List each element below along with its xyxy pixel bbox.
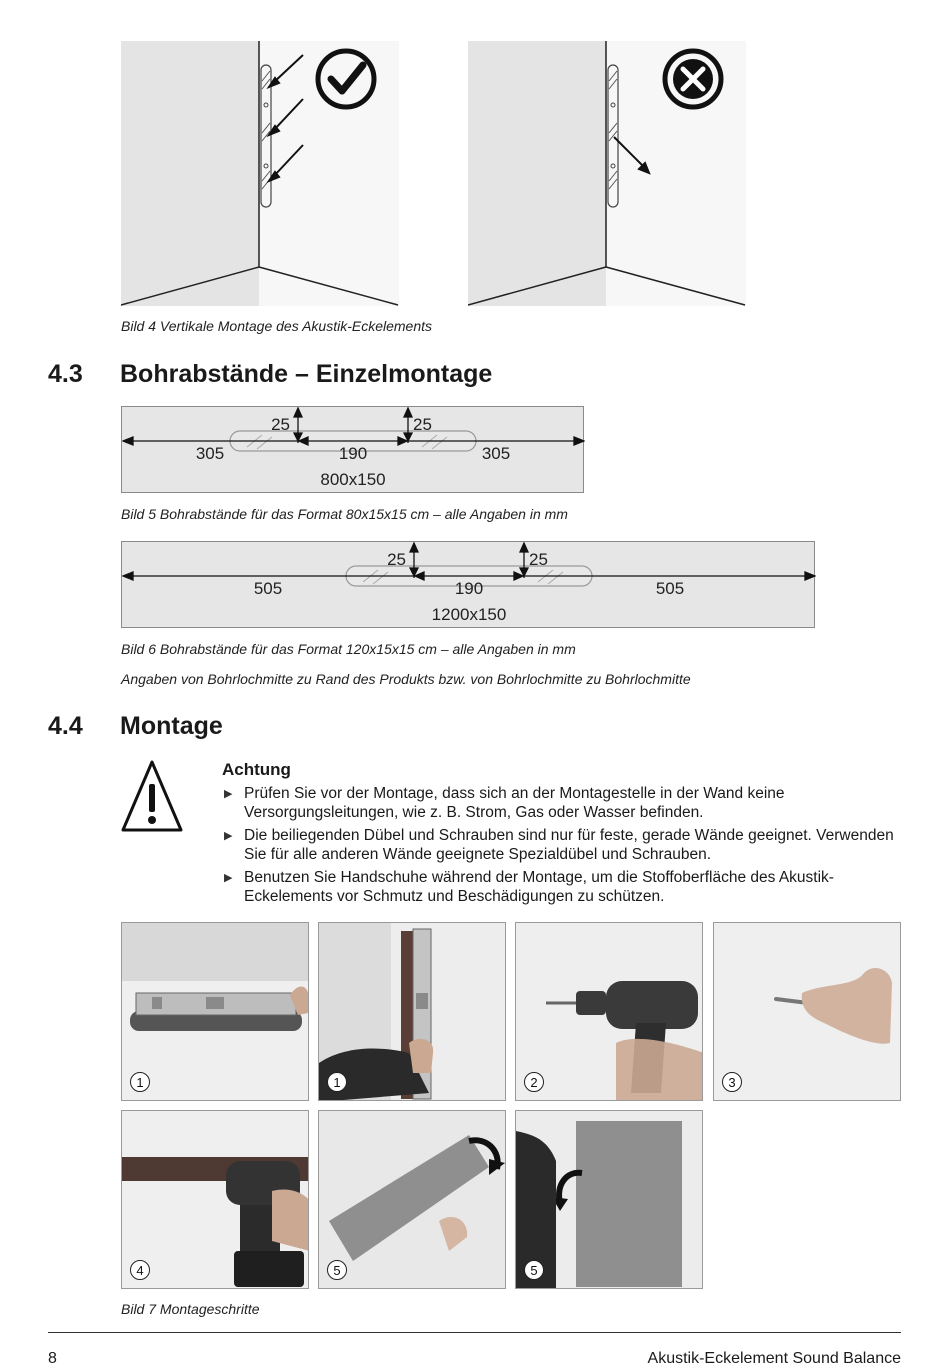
figure7-caption: Bild 7 Montageschritte bbox=[121, 1301, 260, 1317]
section-title: Bohrabstände – Einzelmontage bbox=[120, 360, 493, 388]
dim-edge-right: 505 bbox=[655, 579, 685, 598]
step-photo-attach-panel bbox=[318, 1110, 506, 1289]
dim-offset-right: 25 bbox=[413, 415, 432, 434]
step-badge: 3 bbox=[722, 1072, 742, 1092]
step-badge: 5 bbox=[327, 1260, 347, 1280]
figure5-drilling-diagram bbox=[121, 406, 584, 493]
step-photo-drilling bbox=[515, 922, 703, 1101]
warning-item bbox=[222, 826, 902, 864]
dim-edge-left: 505 bbox=[253, 579, 283, 598]
figure5-caption: Bild 5 Bohrabstände für das Format 80x15x15 cm – alle Angaben in mm bbox=[121, 506, 568, 522]
warning-item-text: Prüfen Sie vor der Montage, dass sich an der Montagestelle in der Wand keine Versorgungsleitungen, wie z. B. Strom, Gas oder Wasser befinden. bbox=[244, 785, 785, 821]
dim-spacing: 190 bbox=[338, 444, 368, 463]
triangle-bullet-icon: ▶ bbox=[224, 788, 233, 800]
section-number: 4.4 bbox=[48, 712, 83, 740]
measurement-note: Angaben von Bohrlochmitte zu Rand des Produkts bzw. von Bohrlochmitte zu Bohrlochmitte bbox=[121, 671, 691, 687]
figure6-caption: Bild 6 Bohrabstände für das Format 120x15x15 cm – alle Angaben in mm bbox=[121, 641, 576, 657]
section-4-3-heading bbox=[48, 360, 648, 392]
warning-item-text: Benutzen Sie Handschuhe während der Montage, um die Stoffoberfläche des Akustik-Eckelements vor Schmutz und Beschädigungen zu schützen. bbox=[244, 869, 834, 905]
warning-item bbox=[222, 868, 902, 906]
step-photo-level-marking bbox=[121, 922, 309, 1101]
warning-triangle-icon bbox=[120, 758, 184, 834]
dim-format: 800x150 bbox=[320, 470, 386, 489]
step-badge: 5 bbox=[524, 1260, 544, 1280]
figure4-correct-illustration bbox=[121, 41, 399, 306]
figure6-drilling-diagram bbox=[121, 541, 815, 628]
step-badge: 2 bbox=[524, 1072, 544, 1092]
step-photo-hang-panel bbox=[515, 1110, 703, 1289]
section-number: 4.3 bbox=[48, 360, 83, 388]
warning-list bbox=[222, 784, 902, 906]
warning-title: Achtung bbox=[222, 760, 291, 779]
section-title: Montage bbox=[120, 712, 223, 740]
footer-divider bbox=[48, 1332, 901, 1333]
step-photo-screw-rail bbox=[121, 1110, 309, 1289]
warning-item-text: Die beiliegenden Dübel und Schrauben sind nur für feste, gerade Wände geeignet. Verwenden Sie für alle anderen Wände geeignete Spezialdübel und Schrauben. bbox=[244, 827, 894, 863]
step-badge: 4 bbox=[130, 1260, 150, 1280]
dim-offset-left: 25 bbox=[271, 415, 290, 434]
section-4-4-heading bbox=[48, 712, 648, 744]
dim-offset-right: 25 bbox=[529, 550, 548, 569]
dim-format: 1200x150 bbox=[431, 605, 507, 624]
step-photo-vertical-level bbox=[318, 922, 506, 1101]
document-title: Akustik-Eckelement Sound Balance bbox=[647, 1350, 901, 1367]
triangle-bullet-icon: ▶ bbox=[224, 872, 233, 884]
dim-edge-right: 305 bbox=[481, 444, 511, 463]
warning-block bbox=[222, 760, 902, 910]
figure4-wrong-illustration bbox=[468, 41, 746, 306]
triangle-bullet-icon: ▶ bbox=[224, 830, 233, 842]
step-photo-insert-dowel bbox=[713, 922, 901, 1101]
dim-offset-left: 25 bbox=[387, 550, 406, 569]
dim-edge-left: 305 bbox=[195, 444, 225, 463]
step-badge: 1 bbox=[327, 1072, 347, 1092]
figure4-caption: Bild 4 Vertikale Montage des Akustik-Eckelements bbox=[121, 318, 432, 334]
step-badge: 1 bbox=[130, 1072, 150, 1092]
warning-item bbox=[222, 784, 902, 822]
x-circle-icon bbox=[665, 51, 721, 107]
page-number: 8 bbox=[48, 1350, 57, 1367]
dim-spacing: 190 bbox=[454, 579, 484, 598]
